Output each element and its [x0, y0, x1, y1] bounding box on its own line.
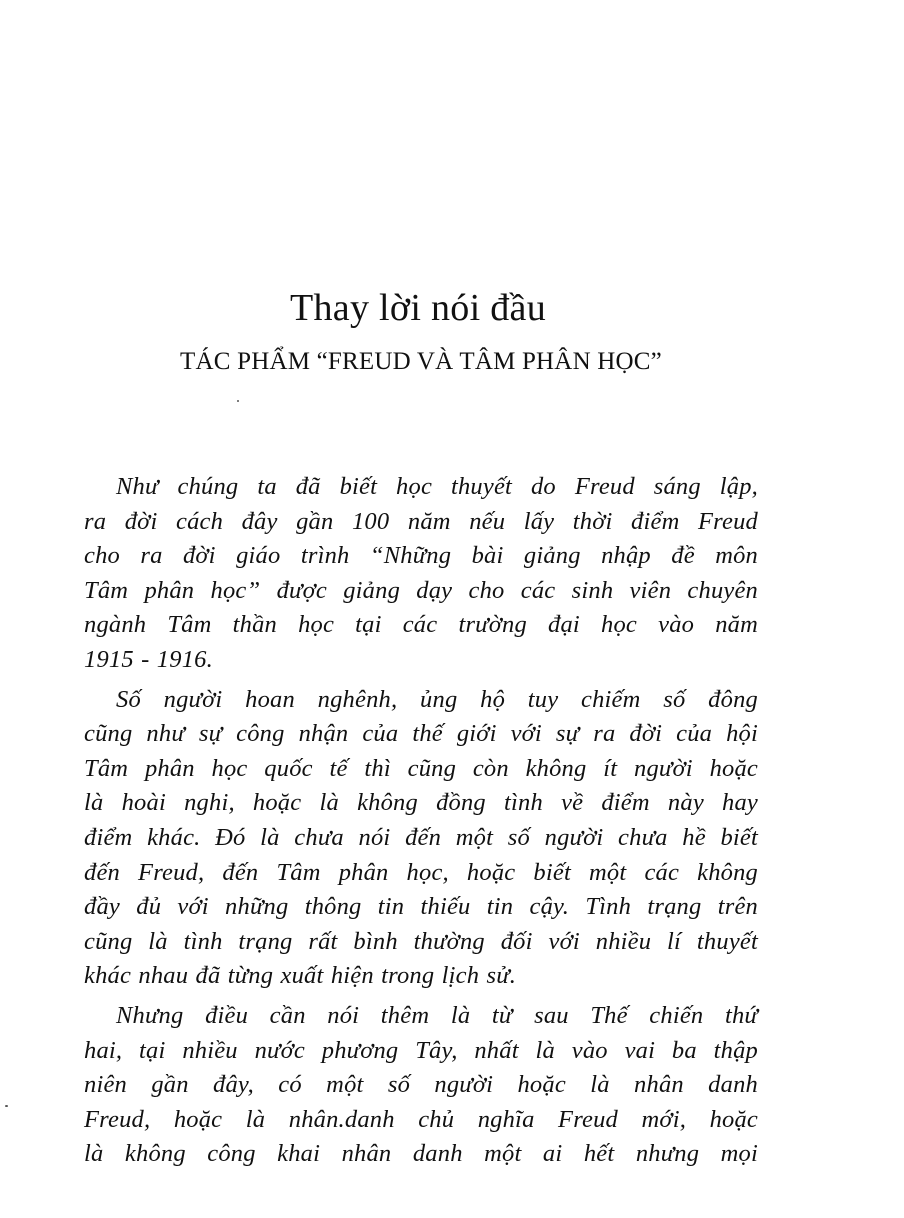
text-line: cũng như sự công nhận của thế giới với sự ra đời của hội: [84, 720, 758, 748]
text-line: Số người hoan nghênh, ủng hộ tuy chiếm số đông: [116, 685, 758, 713]
text-line: niên gần đây, có một số người hoặc là nhân danh: [84, 1071, 758, 1099]
text-line: hai, tại nhiều nước phương Tây, nhất là vào vai ba thập: [84, 1036, 758, 1064]
text-line: cũng là tình trạng rất bình thường đối với nhiều lí thuyết: [84, 927, 758, 955]
page-title: Thay lời nói đầu: [289, 287, 546, 329]
text-line: điểm khác. Đó là chưa nói đến một số người chưa hề biết: [84, 823, 758, 851]
text-line: Tâm phân học quốc tế thì cũng còn không ít người hoặc: [84, 754, 758, 782]
text-line: là không công khai nhân danh một ai hết nhưng mọi: [84, 1140, 758, 1168]
paragraph-2: [84, 683, 758, 994]
text-line: đến Freud, đến Tâm phân học, hoặc biết một các không: [84, 858, 758, 886]
text-line: ngành Tâm thần học tại các trường đại học vào năm: [84, 611, 758, 639]
text-line: cho ra đời giáo trình “Những bài giảng nhập đề môn: [84, 542, 758, 570]
text-line: Nhưng điều cần nói thêm là từ sau Thế chiến thứ: [116, 1001, 758, 1029]
text-line: ra đời cách đây gần 100 năm nếu lấy thời điểm Freud: [84, 507, 758, 535]
paragraph-3: [84, 999, 758, 1172]
text-line: Tâm phân học” được giảng dạy cho các sinh viên chuyên: [84, 576, 758, 604]
text-line: khác nhau đã từng xuất hiện trong lịch sử.: [84, 962, 517, 990]
scan-speck: [5, 1105, 8, 1107]
body-text: [84, 470, 758, 1177]
page-subtitle: TÁC PHẨM “FREUD VÀ TÂM PHÂN HỌC”: [180, 348, 662, 375]
text-line: 1915 - 1916.: [84, 645, 213, 673]
text-line: là hoài nghi, hoặc là không đồng tình về điểm này hay: [84, 789, 758, 817]
text-line: Freud, hoặc là nhân.danh chủ nghĩa Freud mới, hoặc: [84, 1105, 758, 1133]
text-line: Như chúng ta đã biết học thuyết do Freud sáng lập,: [116, 473, 758, 500]
text-line: đầy đủ với những thông tin thiếu tin cậy. Tình trạng trên: [84, 893, 758, 921]
scan-speck: [237, 400, 239, 402]
paragraph-1: [84, 470, 758, 678]
